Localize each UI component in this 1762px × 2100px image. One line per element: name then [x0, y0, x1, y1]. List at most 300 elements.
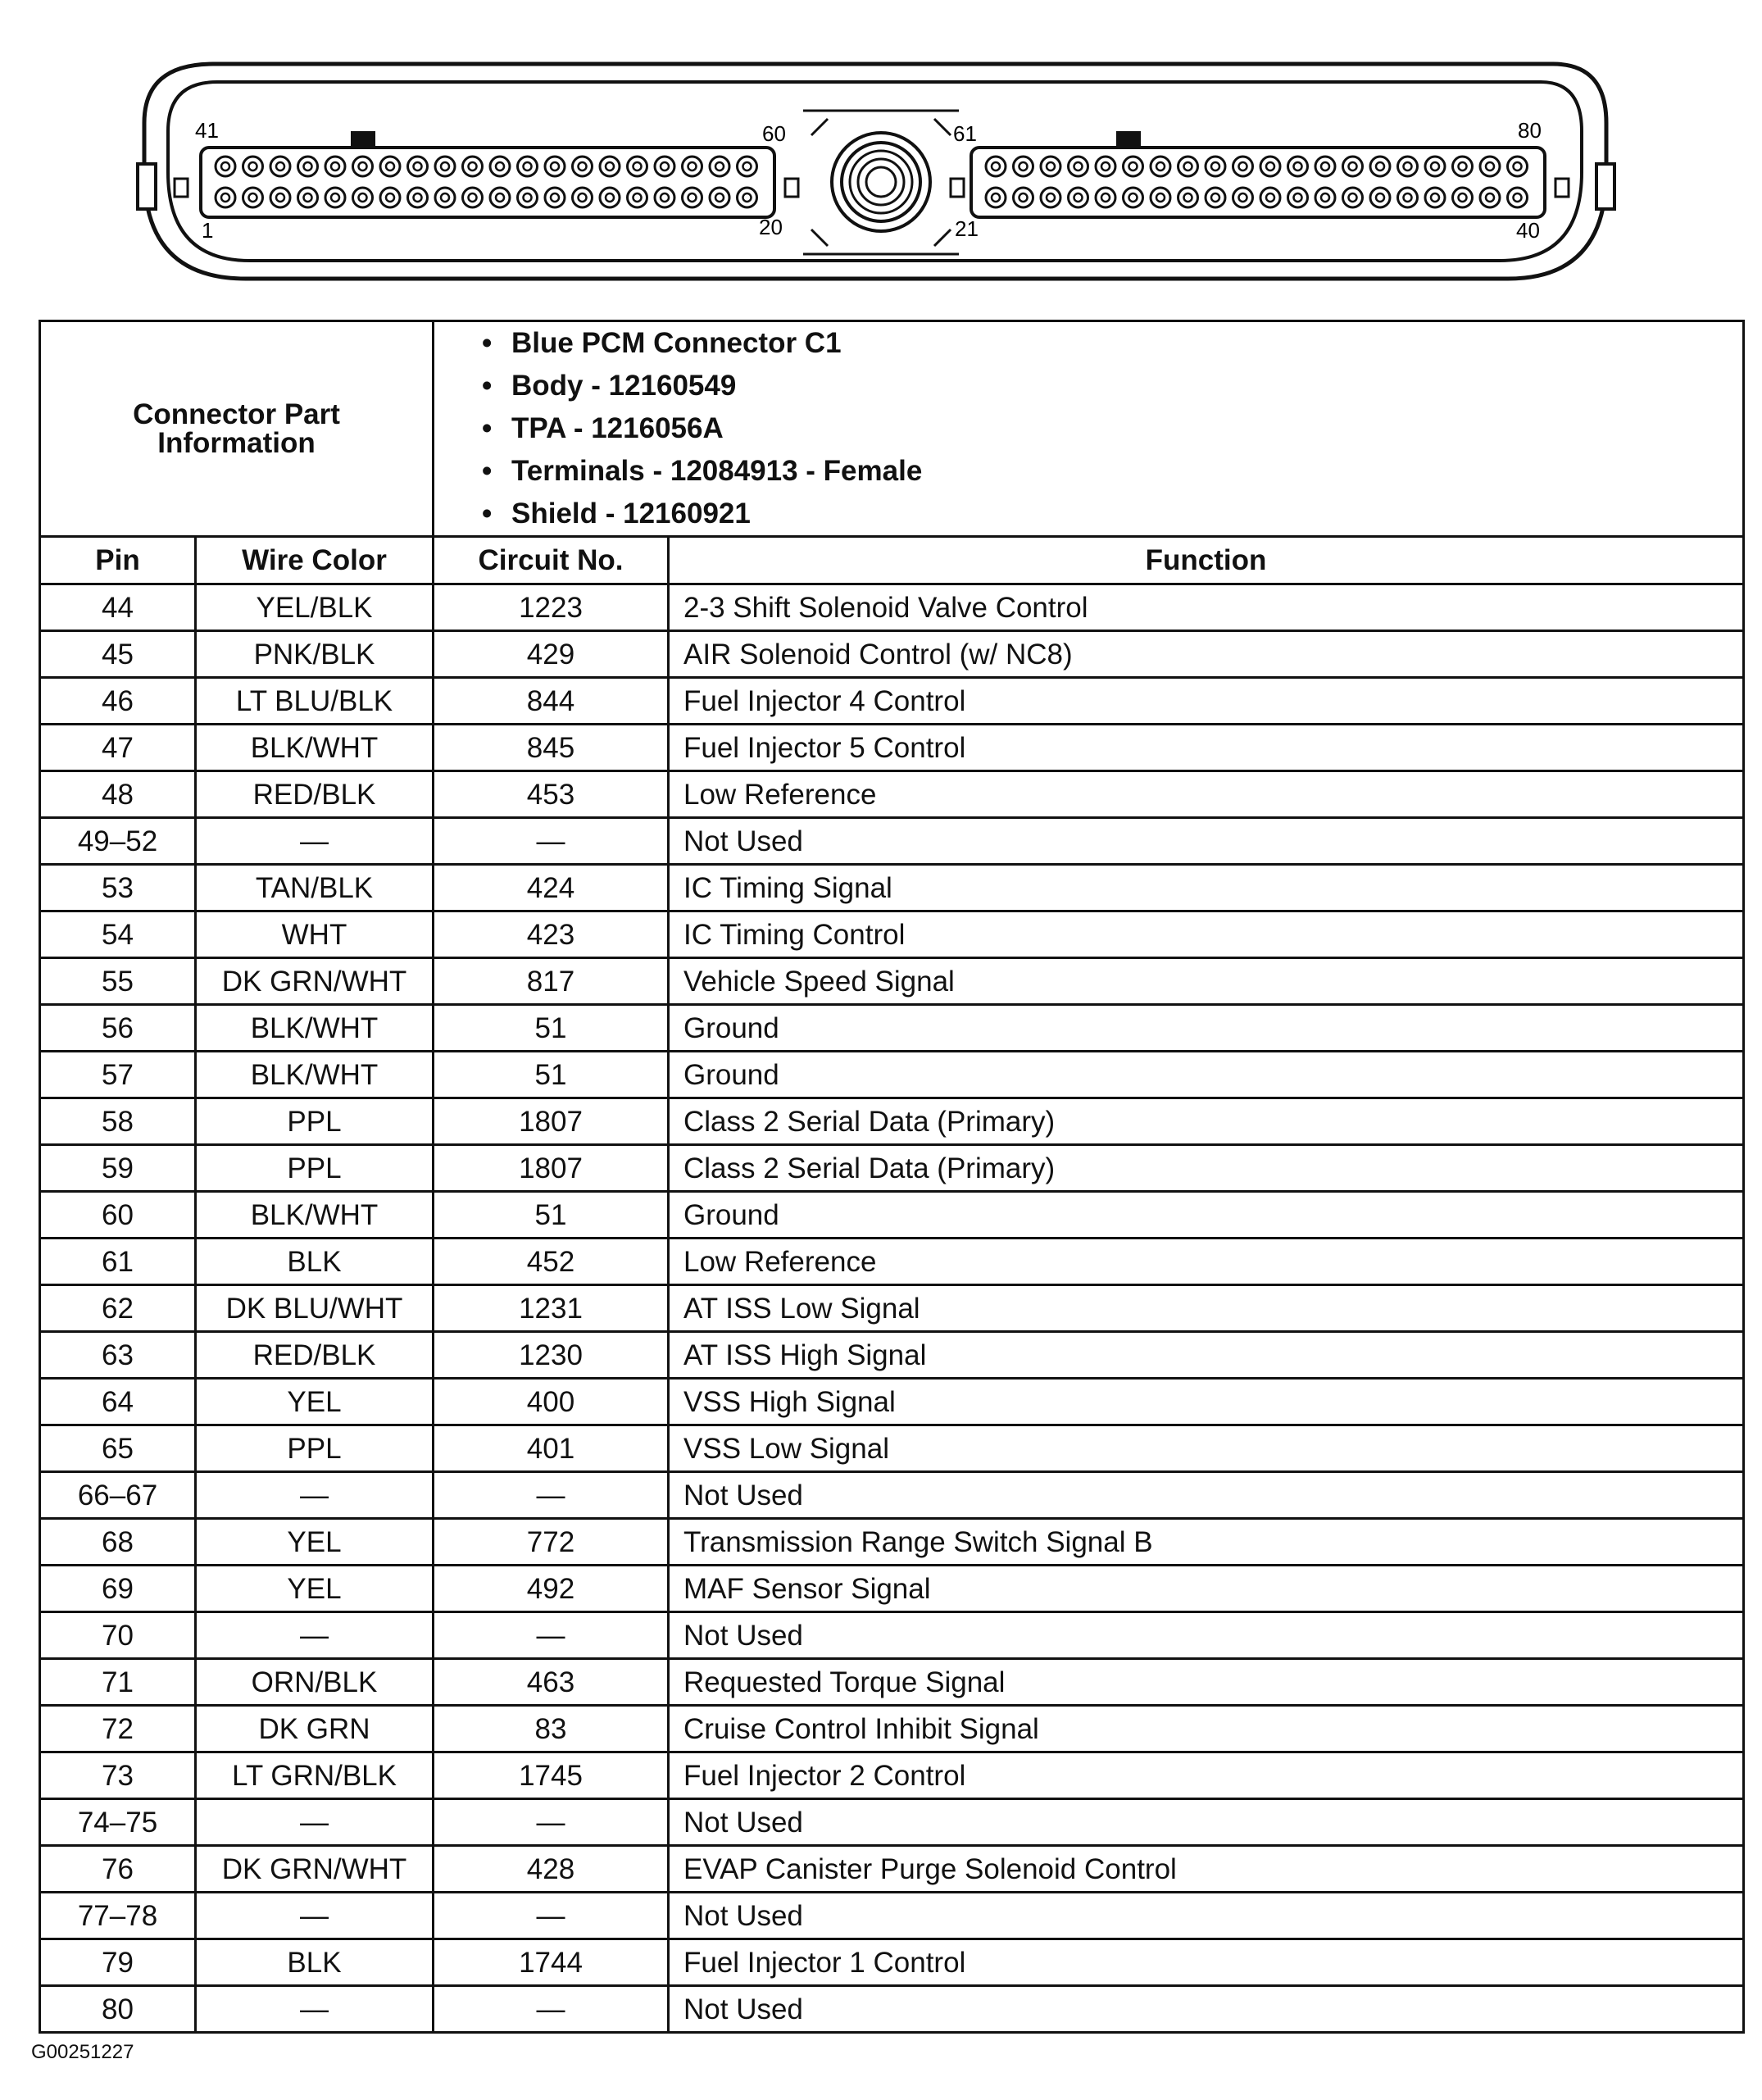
pin-socket: [1041, 157, 1060, 176]
wire-color-cell: BLK/WHT: [196, 1192, 434, 1239]
pin-socket: [1206, 188, 1225, 207]
pin-socket: [1124, 157, 1143, 176]
connector-face-diagram: [0, 0, 1762, 303]
connector-housing-inner: [168, 82, 1582, 261]
table-row: [40, 818, 1744, 865]
table-row: [40, 911, 1744, 958]
pin-socket: [1069, 188, 1088, 207]
function-cell: Not Used: [669, 1612, 1744, 1659]
pin-socket-hole: [496, 193, 504, 202]
circuit-cell: 1231: [434, 1285, 669, 1332]
right-tab-left: [951, 179, 964, 197]
pin-socket-hole: [1486, 162, 1494, 170]
pin-socket-hole: [441, 162, 449, 170]
pin-socket-hole: [414, 162, 422, 170]
pin-socket-hole: [1020, 193, 1028, 202]
center-bolt-icon: [832, 133, 930, 231]
pin-socket-hole: [249, 193, 257, 202]
pin-cell: 61: [40, 1239, 196, 1285]
pin-socket: [380, 157, 400, 176]
table-row: [40, 584, 1744, 631]
table-row: [40, 958, 1744, 1005]
table-row: [40, 865, 1744, 911]
function-cell: Low Reference: [669, 771, 1744, 818]
pin-cell: 62: [40, 1285, 196, 1332]
pin-cell: 56: [40, 1005, 196, 1052]
pin-socket-hole: [1047, 193, 1055, 202]
pin-socket: [655, 157, 674, 176]
table-row: [40, 1005, 1744, 1052]
pin-socket: [1096, 157, 1115, 176]
pin-cell: 70: [40, 1612, 196, 1659]
wire-color-cell: PPL: [196, 1425, 434, 1472]
circuit-cell: 844: [434, 678, 669, 725]
pin-label-41: 41: [195, 118, 219, 143]
pin-socket-hole: [441, 193, 449, 202]
pin-socket-hole: [688, 193, 697, 202]
pin-socket-hole: [1349, 193, 1357, 202]
wire-color-cell: —: [196, 1799, 434, 1846]
pin-socket-hole: [1376, 193, 1384, 202]
pin-socket: [270, 157, 290, 176]
part-info-row: [40, 321, 1744, 537]
pin-socket-hole: [524, 162, 532, 170]
header-circuit: Circuit No.: [434, 537, 669, 584]
pin-socket: [1151, 157, 1170, 176]
pin-label-60: 60: [762, 121, 786, 146]
pin-cell: 48: [40, 771, 196, 818]
circuit-cell: 1744: [434, 1939, 669, 1986]
pin-socket-hole: [1376, 162, 1384, 170]
pin-socket: [1178, 157, 1198, 176]
circuit-cell: 1807: [434, 1098, 669, 1145]
wire-color-cell: BLK/WHT: [196, 725, 434, 771]
pin-label-61: 61: [953, 121, 977, 146]
pin-socket: [353, 188, 373, 207]
pin-cell: 47: [40, 725, 196, 771]
pin-socket-hole: [1514, 162, 1522, 170]
pin-cell: 69: [40, 1566, 196, 1612]
table-row: [40, 1472, 1744, 1519]
pin-socket-hole: [1101, 162, 1110, 170]
wire-color-cell: BLK: [196, 1239, 434, 1285]
pin-socket-hole: [688, 162, 697, 170]
table-header-row: [40, 537, 1744, 584]
function-cell: Not Used: [669, 818, 1744, 865]
pin-cell: 58: [40, 1098, 196, 1145]
circuit-cell: 1223: [434, 584, 669, 631]
pin-socket: [380, 188, 400, 207]
function-cell: Class 2 Serial Data (Primary): [669, 1145, 1744, 1192]
header-wire-color: Wire Color: [196, 537, 434, 584]
pin-socket: [1178, 188, 1198, 207]
part-info-item: • Body - 12160549: [482, 370, 737, 402]
function-cell: VSS High Signal: [669, 1379, 1744, 1425]
wire-color-cell: PPL: [196, 1098, 434, 1145]
circuit-cell: 1745: [434, 1752, 669, 1799]
pin-socket: [1370, 157, 1390, 176]
pin-cell: 71: [40, 1659, 196, 1706]
pin-socket-hole: [359, 193, 367, 202]
pin-socket-hole: [331, 162, 339, 170]
pin-socket-hole: [359, 162, 367, 170]
pin-socket-hole: [1459, 193, 1467, 202]
function-cell: Low Reference: [669, 1239, 1744, 1285]
left-polarizer-key: [351, 131, 375, 148]
pin-socket: [1260, 157, 1280, 176]
circuit-cell: —: [434, 1472, 669, 1519]
pin-socket: [1425, 188, 1445, 207]
pin-cell: 55: [40, 958, 196, 1005]
pin-socket: [655, 188, 674, 207]
pin-socket-hole: [221, 162, 229, 170]
circuit-cell: 452: [434, 1239, 669, 1285]
table-row: [40, 1612, 1744, 1659]
pin-cell: 45: [40, 631, 196, 678]
pin-socket-hole: [1074, 193, 1083, 202]
circuit-cell: 51: [434, 1192, 669, 1239]
pin-socket: [1288, 157, 1308, 176]
function-cell: Ground: [669, 1192, 1744, 1239]
pin-socket: [1124, 188, 1143, 207]
circuit-cell: 817: [434, 958, 669, 1005]
wire-color-cell: ORN/BLK: [196, 1659, 434, 1706]
pin-socket-hole: [1184, 162, 1192, 170]
wire-color-cell: RED/BLK: [196, 1332, 434, 1379]
pin-socket-hole: [715, 162, 724, 170]
circuit-cell: 401: [434, 1425, 669, 1472]
table-row: [40, 1052, 1744, 1098]
pin-cell: 63: [40, 1332, 196, 1379]
pin-socket-hole: [469, 162, 477, 170]
circuit-cell: —: [434, 818, 669, 865]
pin-socket: [435, 157, 455, 176]
table-row: [40, 631, 1744, 678]
function-cell: Vehicle Speed Signal: [669, 958, 1744, 1005]
pin-socket-hole: [1211, 162, 1219, 170]
pin-socket: [1398, 157, 1418, 176]
part-info-item: • Terminals - 12084913 - Female: [482, 455, 923, 487]
pin-socket: [1480, 188, 1500, 207]
pin-socket: [1233, 188, 1253, 207]
table-row: [40, 1939, 1744, 1986]
table-row: [40, 1893, 1744, 1939]
function-cell: Not Used: [669, 1986, 1744, 2033]
pin-socket: [216, 188, 235, 207]
function-cell: AT ISS Low Signal: [669, 1285, 1744, 1332]
pin-socket: [710, 188, 729, 207]
pin-cell: 57: [40, 1052, 196, 1098]
circuit-cell: 453: [434, 771, 669, 818]
pin-socket: [1288, 188, 1308, 207]
pin-cell: 72: [40, 1706, 196, 1752]
wire-color-cell: —: [196, 818, 434, 865]
function-cell: Fuel Injector 1 Control: [669, 1939, 1744, 1986]
table-row: [40, 1986, 1744, 2033]
table-row: [40, 1098, 1744, 1145]
pin-table: [39, 320, 1745, 2034]
table-row: [40, 1519, 1744, 1566]
circuit-cell: 463: [434, 1659, 669, 1706]
wire-color-cell: DK GRN/WHT: [196, 958, 434, 1005]
pin-socket-hole: [1404, 193, 1412, 202]
header-function: Function: [669, 537, 1744, 584]
pin-socket-hole: [386, 193, 394, 202]
wire-color-cell: DK GRN/WHT: [196, 1846, 434, 1893]
right-polarizer-key: [1116, 131, 1141, 148]
pin-socket: [573, 188, 593, 207]
pin-socket-hole: [1404, 162, 1412, 170]
pin-socket: [490, 188, 510, 207]
pin-socket-hole: [661, 193, 669, 202]
pin-socket: [1151, 188, 1170, 207]
wire-color-cell: LT BLU/BLK: [196, 678, 434, 725]
circuit-cell: 1807: [434, 1145, 669, 1192]
pin-socket: [1398, 188, 1418, 207]
function-cell: 2-3 Shift Solenoid Valve Control: [669, 584, 1744, 631]
pin-cell: 73: [40, 1752, 196, 1799]
pin-socket: [216, 157, 235, 176]
pin-socket: [683, 188, 702, 207]
pin-cell: 79: [40, 1939, 196, 1986]
pin-cell: 74–75: [40, 1799, 196, 1846]
function-cell: IC Timing Control: [669, 911, 1744, 958]
pin-socket-hole: [1156, 193, 1165, 202]
part-info-list: [434, 322, 1742, 535]
table-row: [40, 678, 1744, 725]
table-row: [40, 1379, 1744, 1425]
pin-socket: [243, 157, 263, 176]
pin-socket-hole: [1047, 162, 1055, 170]
pin-cell: 64: [40, 1379, 196, 1425]
pin-label-21: 21: [955, 216, 979, 241]
function-cell: EVAP Canister Purge Solenoid Control: [669, 1846, 1744, 1893]
pin-socket: [1343, 188, 1363, 207]
pin-socket-hole: [1321, 193, 1329, 202]
pin-socket-hole: [304, 162, 312, 170]
pin-socket-hole: [386, 162, 394, 170]
wire-color-cell: YEL: [196, 1566, 434, 1612]
circuit-cell: —: [434, 1612, 669, 1659]
pin-socket-hole: [606, 193, 614, 202]
part-info-label: Connector Part Information: [40, 321, 434, 537]
pin-socket-hole: [221, 193, 229, 202]
table-row: [40, 1846, 1744, 1893]
pin-socket: [1069, 157, 1088, 176]
pin-socket-hole: [1239, 193, 1247, 202]
circuit-cell: —: [434, 1986, 669, 2033]
wire-color-cell: BLK: [196, 1939, 434, 1986]
pin-socket-hole: [469, 193, 477, 202]
part-info-item: • TPA - 1216056A: [482, 412, 724, 444]
circuit-cell: 83: [434, 1706, 669, 1752]
table-row: [40, 1285, 1744, 1332]
pin-socket: [573, 157, 593, 176]
pin-socket: [628, 157, 647, 176]
pin-socket: [408, 188, 428, 207]
pin-socket-hole: [1486, 193, 1494, 202]
pin-socket-hole: [1294, 162, 1302, 170]
pin-socket-hole: [276, 193, 284, 202]
circuit-cell: 51: [434, 1052, 669, 1098]
left-tab-right: [785, 179, 798, 197]
pin-socket: [1508, 188, 1528, 207]
pin-socket: [738, 188, 757, 207]
pin-socket-hole: [992, 162, 1000, 170]
pin-label-80: 80: [1518, 118, 1542, 143]
pin-socket: [490, 157, 510, 176]
function-cell: AT ISS High Signal: [669, 1332, 1744, 1379]
pin-socket: [545, 188, 565, 207]
pin-socket: [325, 157, 345, 176]
pin-socket: [600, 157, 620, 176]
pin-cell: 66–67: [40, 1472, 196, 1519]
pin-socket-hole: [524, 193, 532, 202]
pin-socket: [1041, 188, 1060, 207]
pin-socket: [1480, 157, 1500, 176]
function-cell: Class 2 Serial Data (Primary): [669, 1098, 1744, 1145]
pin-socket-hole: [715, 193, 724, 202]
pin-label-40: 40: [1516, 218, 1540, 243]
pin-socket-hole: [496, 162, 504, 170]
pin-cell: 80: [40, 1986, 196, 2033]
function-cell: Cruise Control Inhibit Signal: [669, 1706, 1744, 1752]
pin-socket: [353, 157, 373, 176]
pin-socket: [628, 188, 647, 207]
pin-socket: [298, 157, 318, 176]
function-cell: MAF Sensor Signal: [669, 1566, 1744, 1612]
pin-socket-hole: [414, 193, 422, 202]
pin-socket-hole: [1239, 162, 1247, 170]
table-row: [40, 1332, 1744, 1379]
part-info-cell: [434, 321, 1744, 537]
function-cell: Fuel Injector 4 Control: [669, 678, 1744, 725]
pin-cell: 54: [40, 911, 196, 958]
wire-color-cell: —: [196, 1612, 434, 1659]
pin-socket-hole: [1266, 193, 1274, 202]
pin-cell: 53: [40, 865, 196, 911]
table-row: [40, 1239, 1744, 1285]
circuit-cell: 424: [434, 865, 669, 911]
wire-color-cell: —: [196, 1986, 434, 2033]
figure-id: G00251227: [31, 2041, 134, 2063]
table-row: [40, 1192, 1744, 1239]
pin-socket: [1370, 188, 1390, 207]
pin-cell: 59: [40, 1145, 196, 1192]
right-pin-grid: [986, 157, 1528, 207]
circuit-cell: 51: [434, 1005, 669, 1052]
left-pin-grid: [216, 157, 757, 207]
pin-socket: [600, 188, 620, 207]
function-cell: Fuel Injector 5 Control: [669, 725, 1744, 771]
pin-cell: 68: [40, 1519, 196, 1566]
wire-color-cell: —: [196, 1472, 434, 1519]
pin-socket-hole: [551, 162, 559, 170]
circuit-cell: 423: [434, 911, 669, 958]
circuit-cell: 428: [434, 1846, 669, 1893]
function-cell: IC Timing Signal: [669, 865, 1744, 911]
pin-socket: [1206, 157, 1225, 176]
pin-socket-hole: [1101, 193, 1110, 202]
table-row: [40, 771, 1744, 818]
right-latch: [1596, 164, 1614, 209]
right-tab-right: [1555, 179, 1569, 197]
pin-socket-hole: [1294, 193, 1302, 202]
part-info-item: • Blue PCM Connector C1: [482, 327, 842, 359]
pin-cell: 44: [40, 584, 196, 631]
table-row: [40, 1752, 1744, 1799]
function-cell: Not Used: [669, 1799, 1744, 1846]
table-row: [40, 1659, 1744, 1706]
pin-socket-hole: [1321, 162, 1329, 170]
pin-socket: [325, 188, 345, 207]
pin-socket: [270, 188, 290, 207]
circuit-cell: 429: [434, 631, 669, 678]
pin-socket: [1315, 188, 1335, 207]
pin-socket-hole: [661, 162, 669, 170]
pin-cell: 65: [40, 1425, 196, 1472]
pin-socket: [1233, 157, 1253, 176]
function-cell: Fuel Injector 2 Control: [669, 1752, 1744, 1799]
header-pin: Pin: [40, 537, 196, 584]
circuit-cell: 492: [434, 1566, 669, 1612]
pin-socket-hole: [1431, 193, 1439, 202]
pin-socket-hole: [304, 193, 312, 202]
pin-socket-hole: [1266, 162, 1274, 170]
pin-socket-hole: [1020, 162, 1028, 170]
pin-socket: [710, 157, 729, 176]
table-row: [40, 1145, 1744, 1192]
pin-socket-hole: [1129, 162, 1138, 170]
pin-cell: 76: [40, 1846, 196, 1893]
wire-color-cell: PNK/BLK: [196, 631, 434, 678]
pin-label-20: 20: [759, 215, 783, 239]
pin-socket-hole: [1211, 193, 1219, 202]
function-cell: AIR Solenoid Control (w/ NC8): [669, 631, 1744, 678]
pin-socket-hole: [634, 162, 642, 170]
pin-socket: [1425, 157, 1445, 176]
pin-socket: [1453, 157, 1473, 176]
pin-socket-hole: [249, 162, 257, 170]
pin-socket-hole: [579, 193, 587, 202]
table-row: [40, 1799, 1744, 1846]
table-row: [40, 1566, 1744, 1612]
circuit-cell: 1230: [434, 1332, 669, 1379]
circuit-cell: 772: [434, 1519, 669, 1566]
pin-socket: [1260, 188, 1280, 207]
pin-socket: [738, 157, 757, 176]
function-cell: Requested Torque Signal: [669, 1659, 1744, 1706]
wire-color-cell: —: [196, 1893, 434, 1939]
wire-color-cell: PPL: [196, 1145, 434, 1192]
wire-color-cell: DK BLU/WHT: [196, 1285, 434, 1332]
wire-color-cell: RED/BLK: [196, 771, 434, 818]
circuit-cell: 845: [434, 725, 669, 771]
function-cell: Not Used: [669, 1472, 1744, 1519]
circuit-cell: —: [434, 1799, 669, 1846]
wire-color-cell: YEL: [196, 1519, 434, 1566]
function-cell: Not Used: [669, 1893, 1744, 1939]
pin-socket: [1014, 157, 1033, 176]
pin-socket-hole: [1514, 193, 1522, 202]
pin-socket: [518, 188, 538, 207]
wire-color-cell: TAN/BLK: [196, 865, 434, 911]
part-info-item: • Shield - 12160921: [482, 498, 751, 530]
pin-socket-hole: [331, 193, 339, 202]
pin-socket: [1343, 157, 1363, 176]
pin-socket: [298, 188, 318, 207]
table-row: [40, 1425, 1744, 1472]
